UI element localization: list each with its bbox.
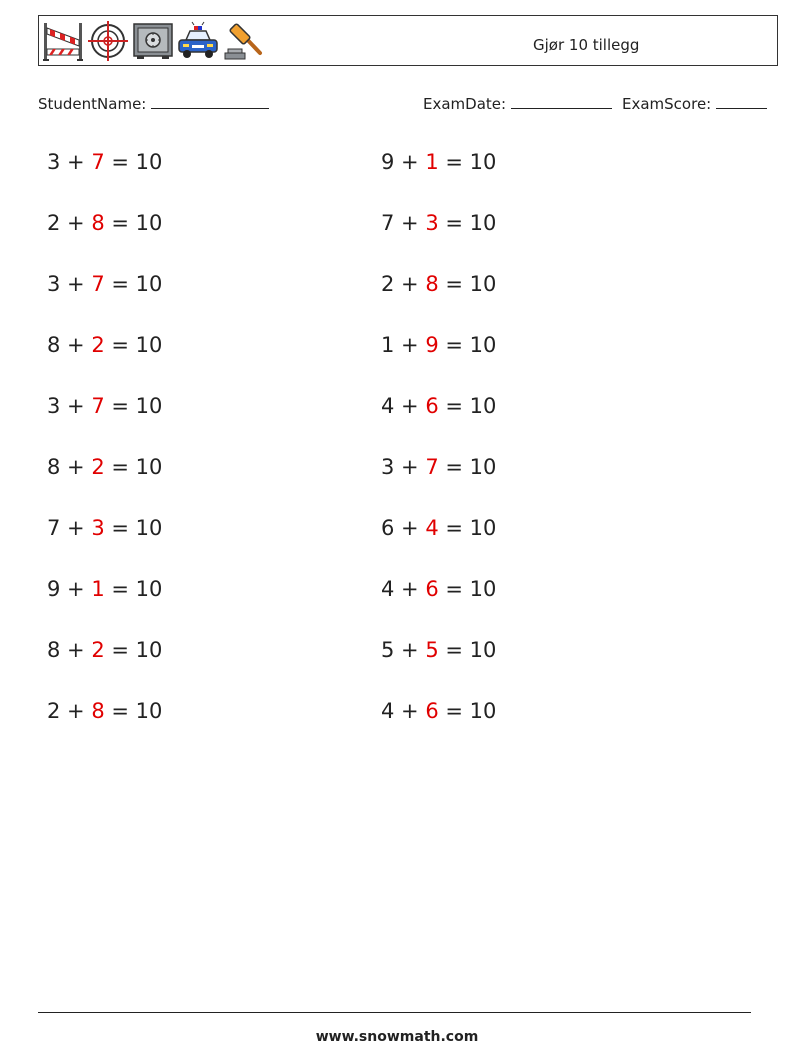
footer-divider — [38, 1012, 751, 1013]
plus-sign: + — [394, 150, 426, 174]
addend-a: 5 — [381, 638, 395, 662]
addend-a: 3 — [381, 455, 395, 479]
police-car-icon — [177, 20, 219, 62]
addend-a: 1 — [381, 333, 395, 357]
addend-a: 8 — [47, 333, 61, 357]
addend-a: 7 — [381, 211, 395, 235]
addend-b: 7 — [425, 455, 439, 479]
equals-sign: = — [104, 516, 136, 540]
sum: 10 — [469, 333, 497, 357]
plus-sign: + — [394, 211, 426, 235]
addend-a: 4 — [381, 577, 395, 601]
addend-a: 6 — [381, 516, 395, 540]
equals-sign: = — [104, 455, 136, 479]
addend-b: 2 — [91, 455, 105, 479]
addend-a: 2 — [381, 272, 395, 296]
worksheet-title: Gjør 10 tillegg — [533, 36, 640, 54]
gavel-icon — [222, 20, 264, 62]
equation — [381, 393, 496, 419]
addend-b: 7 — [91, 394, 105, 418]
addend-b: 7 — [91, 150, 105, 174]
plus-sign: + — [60, 455, 92, 479]
equation — [381, 149, 496, 175]
addend-b: 8 — [91, 699, 105, 723]
plus-sign: + — [60, 272, 92, 296]
safe-icon — [132, 20, 174, 62]
equation — [47, 637, 162, 663]
plus-sign: + — [60, 699, 92, 723]
addend-a: 2 — [47, 211, 61, 235]
plus-sign: + — [394, 394, 426, 418]
addend-b: 7 — [91, 272, 105, 296]
equals-sign: = — [438, 455, 470, 479]
equation — [381, 210, 496, 236]
equation — [47, 393, 162, 419]
sum: 10 — [135, 394, 163, 418]
equation — [381, 515, 496, 541]
exam-score-field — [622, 94, 767, 113]
addend-b: 2 — [91, 638, 105, 662]
sum: 10 — [469, 150, 497, 174]
sum: 10 — [469, 272, 497, 296]
equals-sign: = — [104, 699, 136, 723]
exam-score-blank[interactable] — [716, 94, 767, 109]
plus-sign: + — [60, 638, 92, 662]
plus-sign: + — [394, 577, 426, 601]
plus-sign: + — [60, 150, 92, 174]
sum: 10 — [469, 699, 497, 723]
sum: 10 — [469, 394, 497, 418]
header-icons — [42, 20, 264, 62]
student-name-label: StudentName: — [38, 95, 147, 113]
exam-score-label: ExamScore: — [622, 95, 712, 113]
equals-sign: = — [104, 272, 136, 296]
student-name-field — [38, 94, 269, 113]
addend-a: 8 — [47, 455, 61, 479]
equals-sign: = — [438, 333, 470, 357]
equals-sign: = — [104, 638, 136, 662]
addend-a: 3 — [47, 272, 61, 296]
student-name-blank[interactable] — [151, 94, 269, 109]
sum: 10 — [135, 516, 163, 540]
equation — [47, 698, 162, 724]
addend-a: 9 — [381, 150, 395, 174]
equals-sign: = — [438, 577, 470, 601]
sum: 10 — [135, 699, 163, 723]
sum: 10 — [469, 577, 497, 601]
equation — [47, 271, 162, 297]
equals-sign: = — [438, 394, 470, 418]
equals-sign: = — [104, 150, 136, 174]
equation — [381, 576, 496, 602]
equation — [381, 698, 496, 724]
addend-b: 6 — [425, 577, 439, 601]
plus-sign: + — [60, 333, 92, 357]
plus-sign: + — [60, 577, 92, 601]
equals-sign: = — [438, 516, 470, 540]
equals-sign: = — [104, 577, 136, 601]
addend-b: 8 — [91, 211, 105, 235]
equation — [381, 454, 496, 480]
equation — [381, 637, 496, 663]
addend-a: 3 — [47, 150, 61, 174]
addend-b: 3 — [425, 211, 439, 235]
equation — [381, 332, 496, 358]
addend-b: 2 — [91, 333, 105, 357]
plus-sign: + — [60, 394, 92, 418]
crosshair-icon — [87, 20, 129, 62]
addend-a: 3 — [47, 394, 61, 418]
addend-a: 4 — [381, 699, 395, 723]
addend-b: 3 — [91, 516, 105, 540]
addend-b: 9 — [425, 333, 439, 357]
addend-b: 8 — [425, 272, 439, 296]
exam-date-field — [423, 94, 612, 113]
footer-url: www.snowmath.com — [315, 1029, 479, 1045]
addend-a: 2 — [47, 699, 61, 723]
equation — [47, 149, 162, 175]
sum: 10 — [469, 516, 497, 540]
equation — [381, 271, 496, 297]
sum: 10 — [135, 211, 163, 235]
worksheet-header — [38, 15, 778, 66]
sum: 10 — [135, 455, 163, 479]
sum: 10 — [135, 272, 163, 296]
sum: 10 — [135, 638, 163, 662]
equation — [47, 515, 162, 541]
plus-sign: + — [394, 333, 426, 357]
roadblock-icon — [42, 20, 84, 62]
plus-sign: + — [60, 211, 92, 235]
addend-b: 4 — [425, 516, 439, 540]
equals-sign: = — [104, 394, 136, 418]
addend-b: 5 — [425, 638, 439, 662]
addend-a: 7 — [47, 516, 61, 540]
addend-a: 8 — [47, 638, 61, 662]
equals-sign: = — [438, 150, 470, 174]
equation — [47, 332, 162, 358]
equals-sign: = — [438, 211, 470, 235]
equals-sign: = — [104, 211, 136, 235]
equation — [47, 454, 162, 480]
sum: 10 — [135, 577, 163, 601]
plus-sign: + — [394, 272, 426, 296]
equals-sign: = — [438, 699, 470, 723]
addend-b: 6 — [425, 699, 439, 723]
addend-b: 1 — [425, 150, 439, 174]
plus-sign: + — [394, 455, 426, 479]
addend-a: 4 — [381, 394, 395, 418]
sum: 10 — [469, 455, 497, 479]
plus-sign: + — [394, 638, 426, 662]
plus-sign: + — [394, 699, 426, 723]
sum: 10 — [469, 638, 497, 662]
equals-sign: = — [104, 333, 136, 357]
equation — [47, 210, 162, 236]
addend-b: 1 — [91, 577, 105, 601]
sum: 10 — [135, 333, 163, 357]
sum: 10 — [469, 211, 497, 235]
addend-b: 6 — [425, 394, 439, 418]
exam-date-blank[interactable] — [511, 94, 612, 109]
equation — [47, 576, 162, 602]
addend-a: 9 — [47, 577, 61, 601]
equals-sign: = — [438, 272, 470, 296]
sum: 10 — [135, 150, 163, 174]
exam-date-label: ExamDate: — [423, 95, 507, 113]
plus-sign: + — [60, 516, 92, 540]
equals-sign: = — [438, 638, 470, 662]
plus-sign: + — [394, 516, 426, 540]
